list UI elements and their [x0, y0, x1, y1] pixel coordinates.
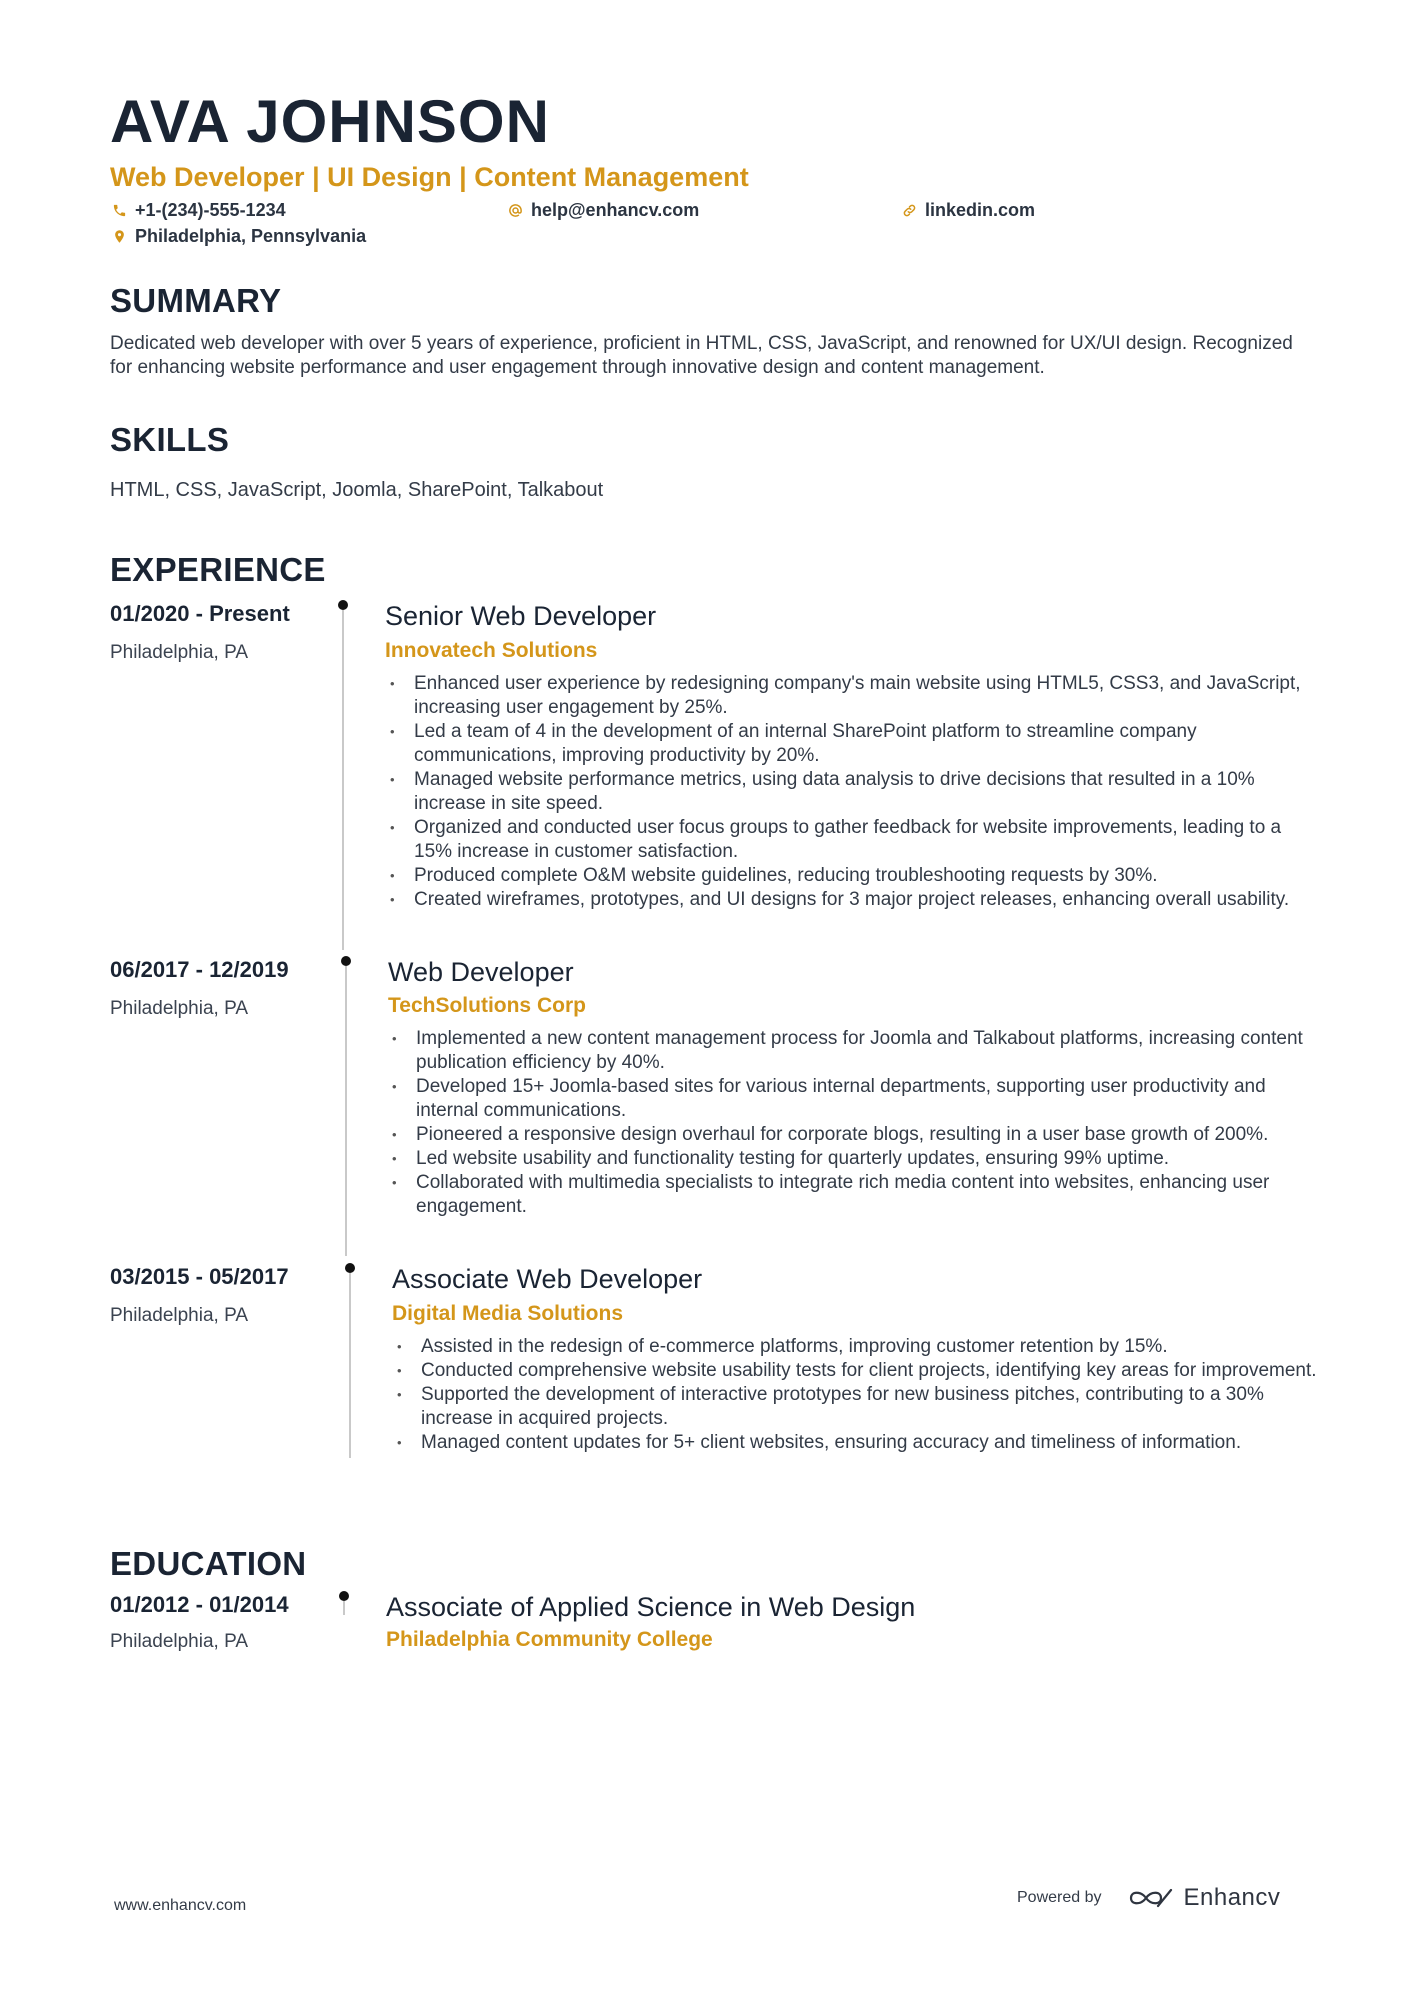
experience-location: Philadelphia, PA: [110, 998, 249, 1019]
list-item: • Enhanced user experience by redesigning company's main website using HTML5, CSS3, and JavaScript, increasing user engagement by 25%.: [384, 672, 1314, 720]
candidate-name: AVA JOHNSON: [110, 88, 550, 155]
job-bullets: [386, 1027, 1316, 1219]
company-name: TechSolutions Corp: [388, 994, 586, 1017]
list-item: • Led a team of 4 in the development of an internal SharePoint platform to streamline company communications, improving productivity by 20%.: [384, 720, 1314, 768]
list-item: • Conducted comprehensive website usability tests for client projects, identifying key areas for improvement.: [391, 1359, 1321, 1383]
timeline-line: [345, 966, 347, 1256]
section-title-education: EDUCATION: [110, 1545, 307, 1582]
list-item: • Created wireframes, prototypes, and UI designs for 3 major project releases, enhancing overall usability.: [384, 888, 1314, 912]
list-item: • Managed content updates for 5+ client websites, ensuring accuracy and timeliness of information.: [391, 1431, 1321, 1455]
list-item: • Implemented a new content management process for Joomla and Talkabout platforms, increasing content publication efficiency by 40%.: [386, 1027, 1316, 1075]
section-title-skills: SKILLS: [110, 421, 230, 458]
experience-date: 06/2017 - 12/2019: [110, 957, 289, 982]
footer-branding: [1017, 1884, 1280, 1912]
company-name: Digital Media Solutions: [392, 1302, 624, 1325]
at-icon: [508, 203, 523, 218]
list-item: • Assisted in the redesign of e-commerce platforms, improving customer retention by 15%.: [391, 1335, 1321, 1359]
list-item: • Developed 15+ Joomla-based sites for various internal departments, supporting user productivity and internal communications.: [386, 1075, 1316, 1123]
email-text[interactable]: help@enhancv.com: [531, 200, 700, 220]
timeline-line: [343, 1601, 345, 1615]
list-item: • Managed website performance metrics, using data analysis to drive decisions that resulted in a 10% increase in site speed.: [384, 768, 1314, 816]
headline: Web Developer | UI Design | Content Management: [110, 162, 749, 192]
list-item: • Supported the development of interactive prototypes for new business pitches, contributing to a 30% increase in acquired projects.: [391, 1383, 1321, 1431]
list-item: • Collaborated with multimedia specialists to integrate rich media content into websites, enhancing user engagement.: [386, 1171, 1316, 1219]
enhancv-logo-icon: [1128, 1886, 1174, 1910]
job-title: Web Developer: [388, 957, 574, 987]
education-location: Philadelphia, PA: [110, 1631, 249, 1652]
timeline-dot: [338, 600, 348, 610]
skills-text: HTML, CSS, JavaScript, Joomla, SharePoint, Talkabout: [110, 479, 604, 501]
school-name: Philadelphia Community College: [386, 1628, 713, 1651]
timeline-dot: [341, 956, 351, 966]
location-pin-icon: [112, 229, 127, 244]
contact-phone: [112, 200, 286, 221]
experience-date: 03/2015 - 05/2017: [110, 1264, 289, 1289]
contact-linkedin[interactable]: [902, 200, 1035, 221]
job-bullets: [391, 1335, 1321, 1455]
company-name: Innovatech Solutions: [385, 639, 598, 662]
timeline-dot: [345, 1263, 355, 1273]
list-item: • Organized and conducted user focus groups to gather feedback for website improvements, leading to a 15% increase in customer satisfaction.: [384, 816, 1314, 864]
phone-icon: [112, 203, 127, 218]
timeline-line: [349, 1273, 351, 1458]
contact-email[interactable]: [508, 200, 699, 221]
job-bullets: [384, 672, 1314, 912]
list-item: • Produced complete O&M website guidelines, reducing troubleshooting requests by 30%.: [384, 864, 1314, 888]
powered-by-text: Powered by: [1017, 1889, 1102, 1906]
experience-location: Philadelphia, PA: [110, 1305, 249, 1326]
experience-location: Philadelphia, PA: [110, 642, 249, 663]
timeline-dot: [339, 1591, 349, 1601]
job-title: Senior Web Developer: [385, 601, 657, 631]
list-item: • Led website usability and functionality testing for quarterly updates, ensuring 99% uptime.: [386, 1147, 1316, 1171]
list-item: • Pioneered a responsive design overhaul for corporate blogs, resulting in a user base growth of 200%.: [386, 1123, 1316, 1147]
degree-title: Associate of Applied Science in Web Design: [386, 1592, 916, 1622]
link-icon: [902, 203, 917, 218]
location-text: Philadelphia, Pennsylvania: [135, 226, 367, 246]
summary-text: Dedicated web developer with over 5 years of experience, proficient in HTML, CSS, JavaScript, and renowned for UX/UI design. Recognized for enhancing website performance and user engagement through innovative design and content management.: [110, 333, 1293, 378]
contact-location: [112, 226, 366, 247]
brand-name: Enhancv: [1183, 1884, 1281, 1911]
footer-website[interactable]: www.enhancv.com: [114, 1897, 247, 1914]
education-date: 01/2012 - 01/2014: [110, 1592, 289, 1617]
linkedin-text[interactable]: linkedin.com: [925, 200, 1036, 220]
phone-text: +1-(234)-555-1234: [135, 200, 286, 220]
timeline-line: [342, 610, 344, 950]
job-title: Associate Web Developer: [392, 1264, 703, 1294]
section-title-experience: EXPERIENCE: [110, 551, 326, 588]
brand-logo: [1128, 1884, 1281, 1912]
section-title-summary: SUMMARY: [110, 282, 282, 319]
experience-date: 01/2020 - Present: [110, 601, 290, 626]
